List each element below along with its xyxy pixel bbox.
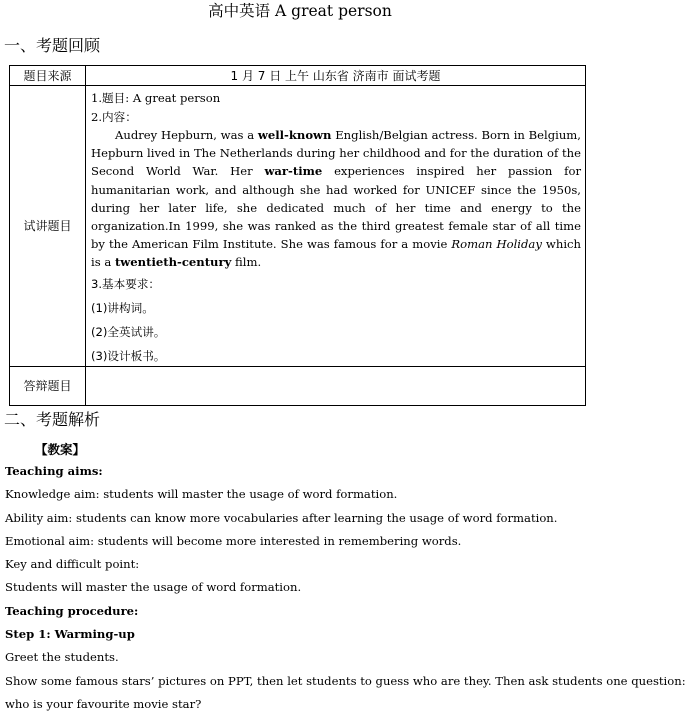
source-value: 1 月 7 日 上午 山东省 济南市 面试考题 bbox=[86, 66, 586, 86]
section-heading-review: 一、考题回顾 bbox=[4, 36, 101, 55]
lesson-plan bbox=[5, 440, 686, 716]
requirement-item: (2)全英试讲。 bbox=[91, 324, 166, 339]
step-1-line: Greet the students. bbox=[5, 650, 119, 665]
knowledge-aim: Knowledge aim: students will master the usage of word formation. bbox=[5, 487, 398, 502]
source-label: 题目来源 bbox=[10, 66, 86, 86]
table-row bbox=[10, 86, 586, 367]
key-point-heading: Key and difficult point: bbox=[5, 557, 140, 572]
lecture-content bbox=[86, 86, 586, 367]
keyword-well-known: well-known bbox=[257, 128, 332, 142]
key-point: Students will master the usage of word formation. bbox=[5, 580, 302, 595]
passage-text: which is a bbox=[91, 237, 581, 270]
passage-text: film. bbox=[231, 255, 262, 270]
movie-title: Roman Holiday bbox=[451, 237, 542, 252]
lecture-label: 试讲题目 bbox=[10, 86, 86, 367]
passage bbox=[91, 126, 581, 272]
answer-label: 答辩题目 bbox=[10, 366, 86, 405]
exam-info-table bbox=[9, 65, 586, 406]
ability-aim: Ability aim: students can know more vocabularies after learning the usage of word formation. bbox=[5, 510, 558, 525]
requirement-item: (3)设计板书。 bbox=[91, 348, 166, 363]
passage-text: Audrey Hepburn, was a bbox=[115, 128, 258, 142]
requirements-label: 3.基本要求： bbox=[91, 276, 161, 291]
requirement-item: (1)讲构词。 bbox=[91, 300, 154, 315]
keyword-twentieth-century: twentieth-century bbox=[114, 255, 232, 270]
step-1-line: who is your favourite movie star? bbox=[5, 696, 202, 711]
document-title: 高中英语 A great person bbox=[208, 2, 392, 20]
answer-content bbox=[86, 366, 586, 405]
content-label: 2.内容： bbox=[91, 109, 137, 124]
emotional-aim: Emotional aim: students will become more interested in remembering words. bbox=[5, 533, 462, 548]
teaching-procedure-heading: Teaching procedure: bbox=[5, 603, 139, 618]
passage-text: experiences inspired her passion for humanitarian work, and although she had worked for UNICEF since the 1950s, during her later life, she dedicated much of her time and energy to the organization.In 1999, she was ranked as the third greatest female star of all time by the American Film Institute. She was famous for a movie bbox=[91, 164, 581, 252]
topic-line: 1.题目: A great person bbox=[91, 91, 221, 105]
teaching-aims-heading: Teaching aims: bbox=[5, 464, 103, 478]
step-1-line: Show some famous stars’ pictures on PPT, then let students to guess who are they. Then ask students one question: bbox=[5, 673, 686, 688]
keyword-war-time: war-time bbox=[264, 164, 323, 179]
lesson-plan-heading: 【教案】 bbox=[35, 442, 86, 457]
section-heading-analysis: 二、考题解析 bbox=[4, 410, 101, 429]
table-row bbox=[10, 366, 586, 405]
step-1-heading: Step 1: Warming-up bbox=[5, 627, 135, 642]
table-row bbox=[10, 66, 586, 86]
passage-text: English/Belgian actress. Born in Belgium, Hepburn lived in The Netherlands during her childhood and for the duration of the Second World War. Her bbox=[91, 128, 581, 179]
